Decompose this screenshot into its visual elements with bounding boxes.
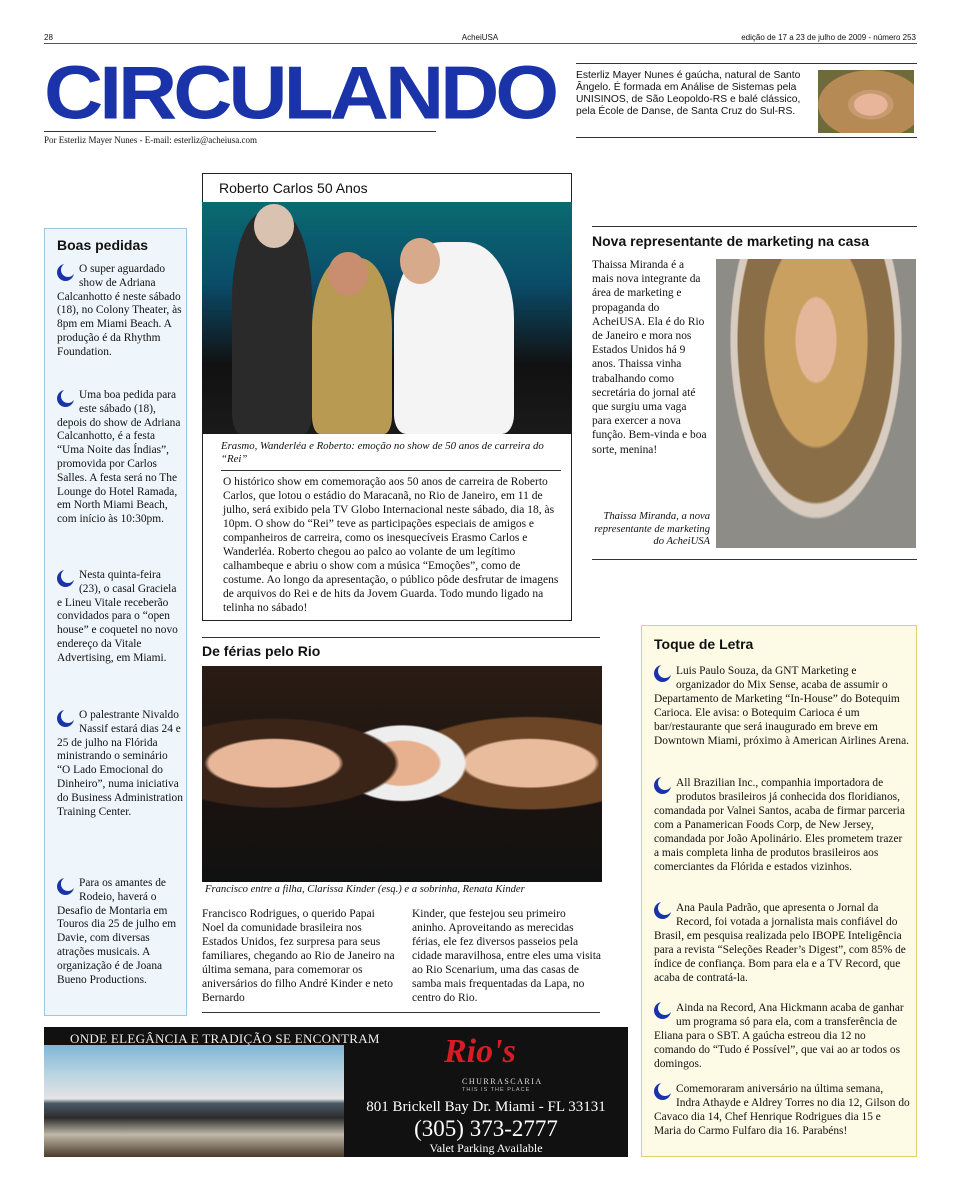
roberto-carlos-article <box>202 173 572 621</box>
ad-photo <box>44 1045 344 1157</box>
list-item: Para os amantes de Rodeio, haverá o Desafio de Montaria em Touros dia 25 de julho em Davie, com diversas atrações musicais. A organização é de Joana Bueno Productions. <box>57 877 177 986</box>
author-photo <box>818 70 914 133</box>
list-item: Uma boa pedida para este sábado (18), depois do show de Adriana Calcanhotto, é a festa “Uma Noite das Índias”, promovida por Carlos Salles. A festa será no The Lounge do Hotel Ramada, em North Miami Beach, com início às 10:30pm. <box>57 389 181 526</box>
thaissa-photo <box>716 259 916 548</box>
caption-rule <box>221 470 561 471</box>
toque-de-letra-column <box>641 625 917 1157</box>
list-item: O super aguardado show de Adriana Calcanhotto é neste sábado (18), no Colony Theater, às 8pm em Miami Beach. A produção é da Rhythm Foundation. <box>57 263 182 358</box>
article-rule <box>592 226 917 227</box>
article-rule <box>202 637 600 638</box>
article-body-col2: Kinder, que festejou seu primeiro aninho. Aproveitando as merecidas férias, ele fez diversos passeios pela cidade maravilhosa, entre eles uma visita ao Rio Scenarium, uma das casas de samba mais frequentadas da Lapa, no centro do Rio. <box>412 908 602 1004</box>
byline: Por Esterliz Mayer Nunes - E-mail: esterliz@acheiusa.com <box>44 135 257 145</box>
ad-phone: (305) 373-2777 <box>414 1116 558 1141</box>
section-masthead: CIRCULANDO <box>44 51 556 136</box>
moon-icon <box>57 878 74 895</box>
moon-icon <box>654 1083 671 1100</box>
page-number: 28 <box>44 33 53 42</box>
restaurant-advertisement <box>44 1027 628 1157</box>
moon-icon <box>654 665 671 682</box>
article-rule <box>592 559 917 560</box>
photo-caption: Thaissa Miranda, a nova representante de marketing do AcheiUSA <box>594 511 710 548</box>
edition-info: edição de 17 a 23 de julho de 2009 - número 253 <box>741 33 916 42</box>
article-rule <box>202 1012 600 1013</box>
list-item: Ainda na Record, Ana Hickmann acaba de ganhar um programa só para ela, com a transferência de Eliana para o SBT. A gaúcha estreou dia 12 no comando do “Tudo é Possível”, que vai ao ar todos os domingos. <box>654 1002 904 1070</box>
article-title: De férias pelo Rio <box>202 643 321 659</box>
moon-icon <box>57 264 74 281</box>
author-bio-box <box>576 63 917 138</box>
article-body: O histórico show em comemoração aos 50 anos de carreira de Roberto Carlos, que lotou o estádio do Maracanã, no Rio de Janeiro, em 11 de julho, será exibido pela TV Globo Internacional neste sábado, dia 18, às 10pm. O show do “Rei” teve as participações especiais de amigos e companheiros de carreira, como os inesquecíveis Erasmo Carlos e Wanderléa. Roberto chegou ao palco ao volante de um legítimo calhambeque e abriu o show com a música “Emoções”, como de costume. Ao longo da apresentação, o público pôde desfrutar de imagens de arquivos do Rei e de hits da Jovem Guarda. Todo mundo ligado na telinha no sábado! <box>223 476 559 614</box>
article-title: Nova representante de marketing na casa <box>592 233 870 249</box>
moon-icon <box>654 777 671 794</box>
photo-caption: Erasmo, Wanderléa e Roberto: emoção no show de 50 anos de carreira do “Rei” <box>221 440 544 465</box>
ad-tagline: ONDE ELEGÂNCIA E TRADIÇÃO SE ENCONTRAM <box>70 1031 380 1046</box>
ad-address: 801 Brickell Bay Dr. Miami - FL 33131 <box>366 1099 606 1115</box>
photo-face <box>400 238 440 284</box>
list-item: O palestrante Nivaldo Nassif estará dias 24 e 25 de julho na Flórida ministrando o seminário “O Lado Emocional do Dinheiro”, numa iniciativa do Business Administration Training Center. <box>57 709 183 818</box>
moon-icon <box>57 710 74 727</box>
list-item: Nesta quinta-feira (23), o casal Graciela e Lineu Vitale receberão convidados para o “open house” e coquetel no novo endereço da Vitale Advertising, em Miami. <box>57 569 178 664</box>
ad-brand: CHURRASCARIA <box>462 1077 543 1086</box>
list-item: All Brazilian Inc., companhia importadora de produtos brasileiros já conhecida dos floridianos, comandada por Valnei Santos, acaba de firmar parceria com a Panamerican Foods Corp, de New Jersey, comandada por João Apolinário. Eles prometem trazer a mais completa linha de produtos brasileiros aos comerciantes da Flórida e estados vizinhos. <box>654 777 905 873</box>
publication-name: AcheiUSA <box>461 33 499 42</box>
photo-face <box>254 204 294 248</box>
concert-photo <box>202 202 572 434</box>
ad-valet: Valet Parking Available <box>429 1141 543 1155</box>
list-item: Ana Paula Padrão, que apresenta o Jornal da Record, foi votada a jornalista mais confiável do Brasil, em pesquisa realizada pelo IBOPE Inteligência para a revista “Seleções Reader’s Digest”, com 85% de índice de confiança. Bom para ela e a TV Record, que acaba de contratá-la. <box>654 902 906 984</box>
restaurant-logo: Rio's <box>444 1033 516 1070</box>
header-rule <box>44 43 917 44</box>
masthead-rule <box>44 131 436 132</box>
toque-de-letra-title: Toque de Letra <box>654 636 754 652</box>
family-photo <box>202 666 602 882</box>
moon-icon <box>57 390 74 407</box>
list-item: Luis Paulo Souza, da GNT Marketing e organizador do Mix Sense, acaba de assumir o Departamento de Marketing “In-House” do Botequim Carioca. Ele avisa: o Botequim Carioca é um bar/restaurante que será inaugurado em breve em Downtown Miami, próximo à American Airlines Arena. <box>654 665 909 747</box>
author-bio: Esterliz Mayer Nunes é gaúcha, natural de Santo Ângelo. É formada em Análise de Sistemas pela UNISINOS, de São Leopoldo-RS e balé clássico, pela École de Danse, de Santa Cruz do Sul-RS. <box>576 70 801 117</box>
boas-pedidas-title: Boas pedidas <box>57 237 149 253</box>
moon-icon <box>654 1002 671 1019</box>
list-item: Comemoraram aniversário na última semana, Indra Athayde e Aldrey Torres no dia 12, Gilson do Cavaco dia 14, Chef Henrique Rodrigues dia 15 e Maria do Carmo Fulfaro dia 16. Parabéns! <box>654 1083 910 1137</box>
moon-icon <box>654 902 671 919</box>
article-body-col1: Francisco Rodrigues, o querido Papai Noel da comunidade brasileira nos Estados Unidos, fez surpresa para seus familiares, chegando ao Rio de Janeiro na última semana, para comemorar os aniversários do filho André Kinder e neto Bernardo <box>202 908 395 1004</box>
photo-caption: Francisco entre a filha, Clarissa Kinder (esq.) e a sobrinha, Renata Kinder <box>205 884 525 895</box>
boas-pedidas-column <box>44 228 187 1016</box>
article-body: Thaissa Miranda é a mais nova integrante da área de marketing e propaganda do AcheiUSA. Ela é do Rio de Janeiro e mora nos Estados Unidos há 9 anos. Thaissa vinha trabalhando como secretária do jornal até que surgiu uma vaga para exercer a nova função. Bem-vinda e boa sorte, menina! <box>592 259 707 456</box>
ad-slogan: THIS IS THE PLACE <box>462 1087 531 1093</box>
article-title: Roberto Carlos 50 Anos <box>219 180 368 196</box>
photo-face <box>328 252 368 296</box>
moon-icon <box>57 570 74 587</box>
